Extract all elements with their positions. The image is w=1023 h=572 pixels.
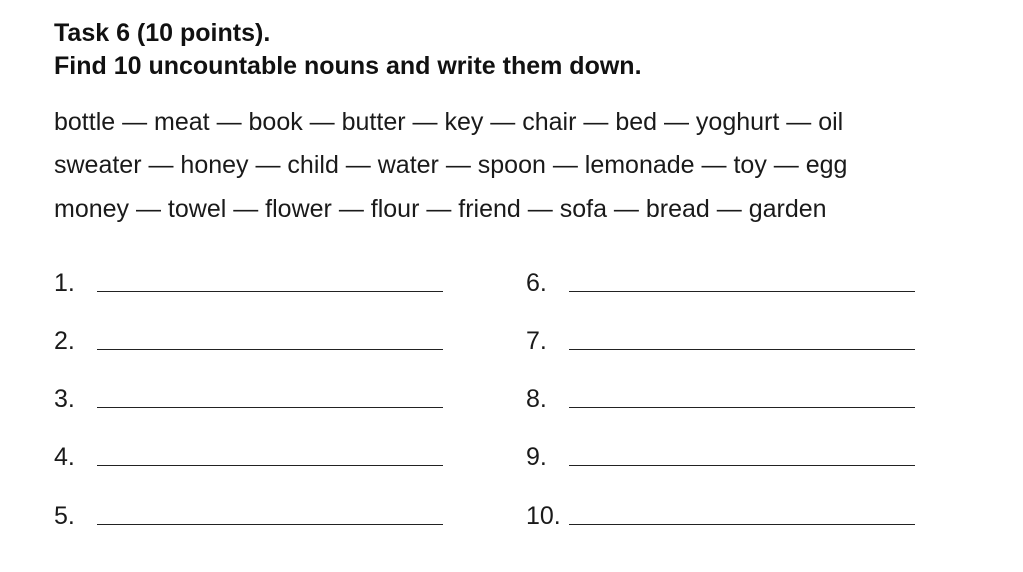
- word-bank-line: sweater — honey — child — water — spoon — lemonade — toy — egg: [54, 151, 848, 179]
- answer-blank-line[interactable]: [97, 465, 443, 466]
- word-bank-line: bottle — meat — book — butter — key — chair — bed — yoghurt — oil: [54, 108, 844, 136]
- task-title: Task 6 (10 points).: [54, 19, 271, 47]
- answer-blank-line[interactable]: [569, 291, 915, 292]
- answer-number: 3.: [54, 385, 75, 413]
- answer-number: 10.: [526, 502, 561, 530]
- answer-number: 4.: [54, 443, 75, 471]
- answer-number: 2.: [54, 327, 75, 355]
- answer-number: 6.: [526, 269, 547, 297]
- answer-number: 5.: [54, 502, 75, 530]
- word-bank-line: money — towel — flower — flour — friend — sofa — bread — garden: [54, 195, 827, 223]
- answer-number: 1.: [54, 269, 75, 297]
- task-instruction: Find 10 uncountable nouns and write them down.: [54, 52, 642, 80]
- answer-number: 9.: [526, 443, 547, 471]
- answer-blank-line[interactable]: [97, 291, 443, 292]
- answer-blank-line[interactable]: [569, 465, 915, 466]
- answer-number: 7.: [526, 327, 547, 355]
- answer-blank-line[interactable]: [97, 407, 443, 408]
- answer-blank-line[interactable]: [97, 349, 443, 350]
- answer-blank-line[interactable]: [569, 524, 915, 525]
- answer-blank-line[interactable]: [569, 349, 915, 350]
- answer-blank-line[interactable]: [569, 407, 915, 408]
- answer-number: 8.: [526, 385, 547, 413]
- answer-blank-line[interactable]: [97, 524, 443, 525]
